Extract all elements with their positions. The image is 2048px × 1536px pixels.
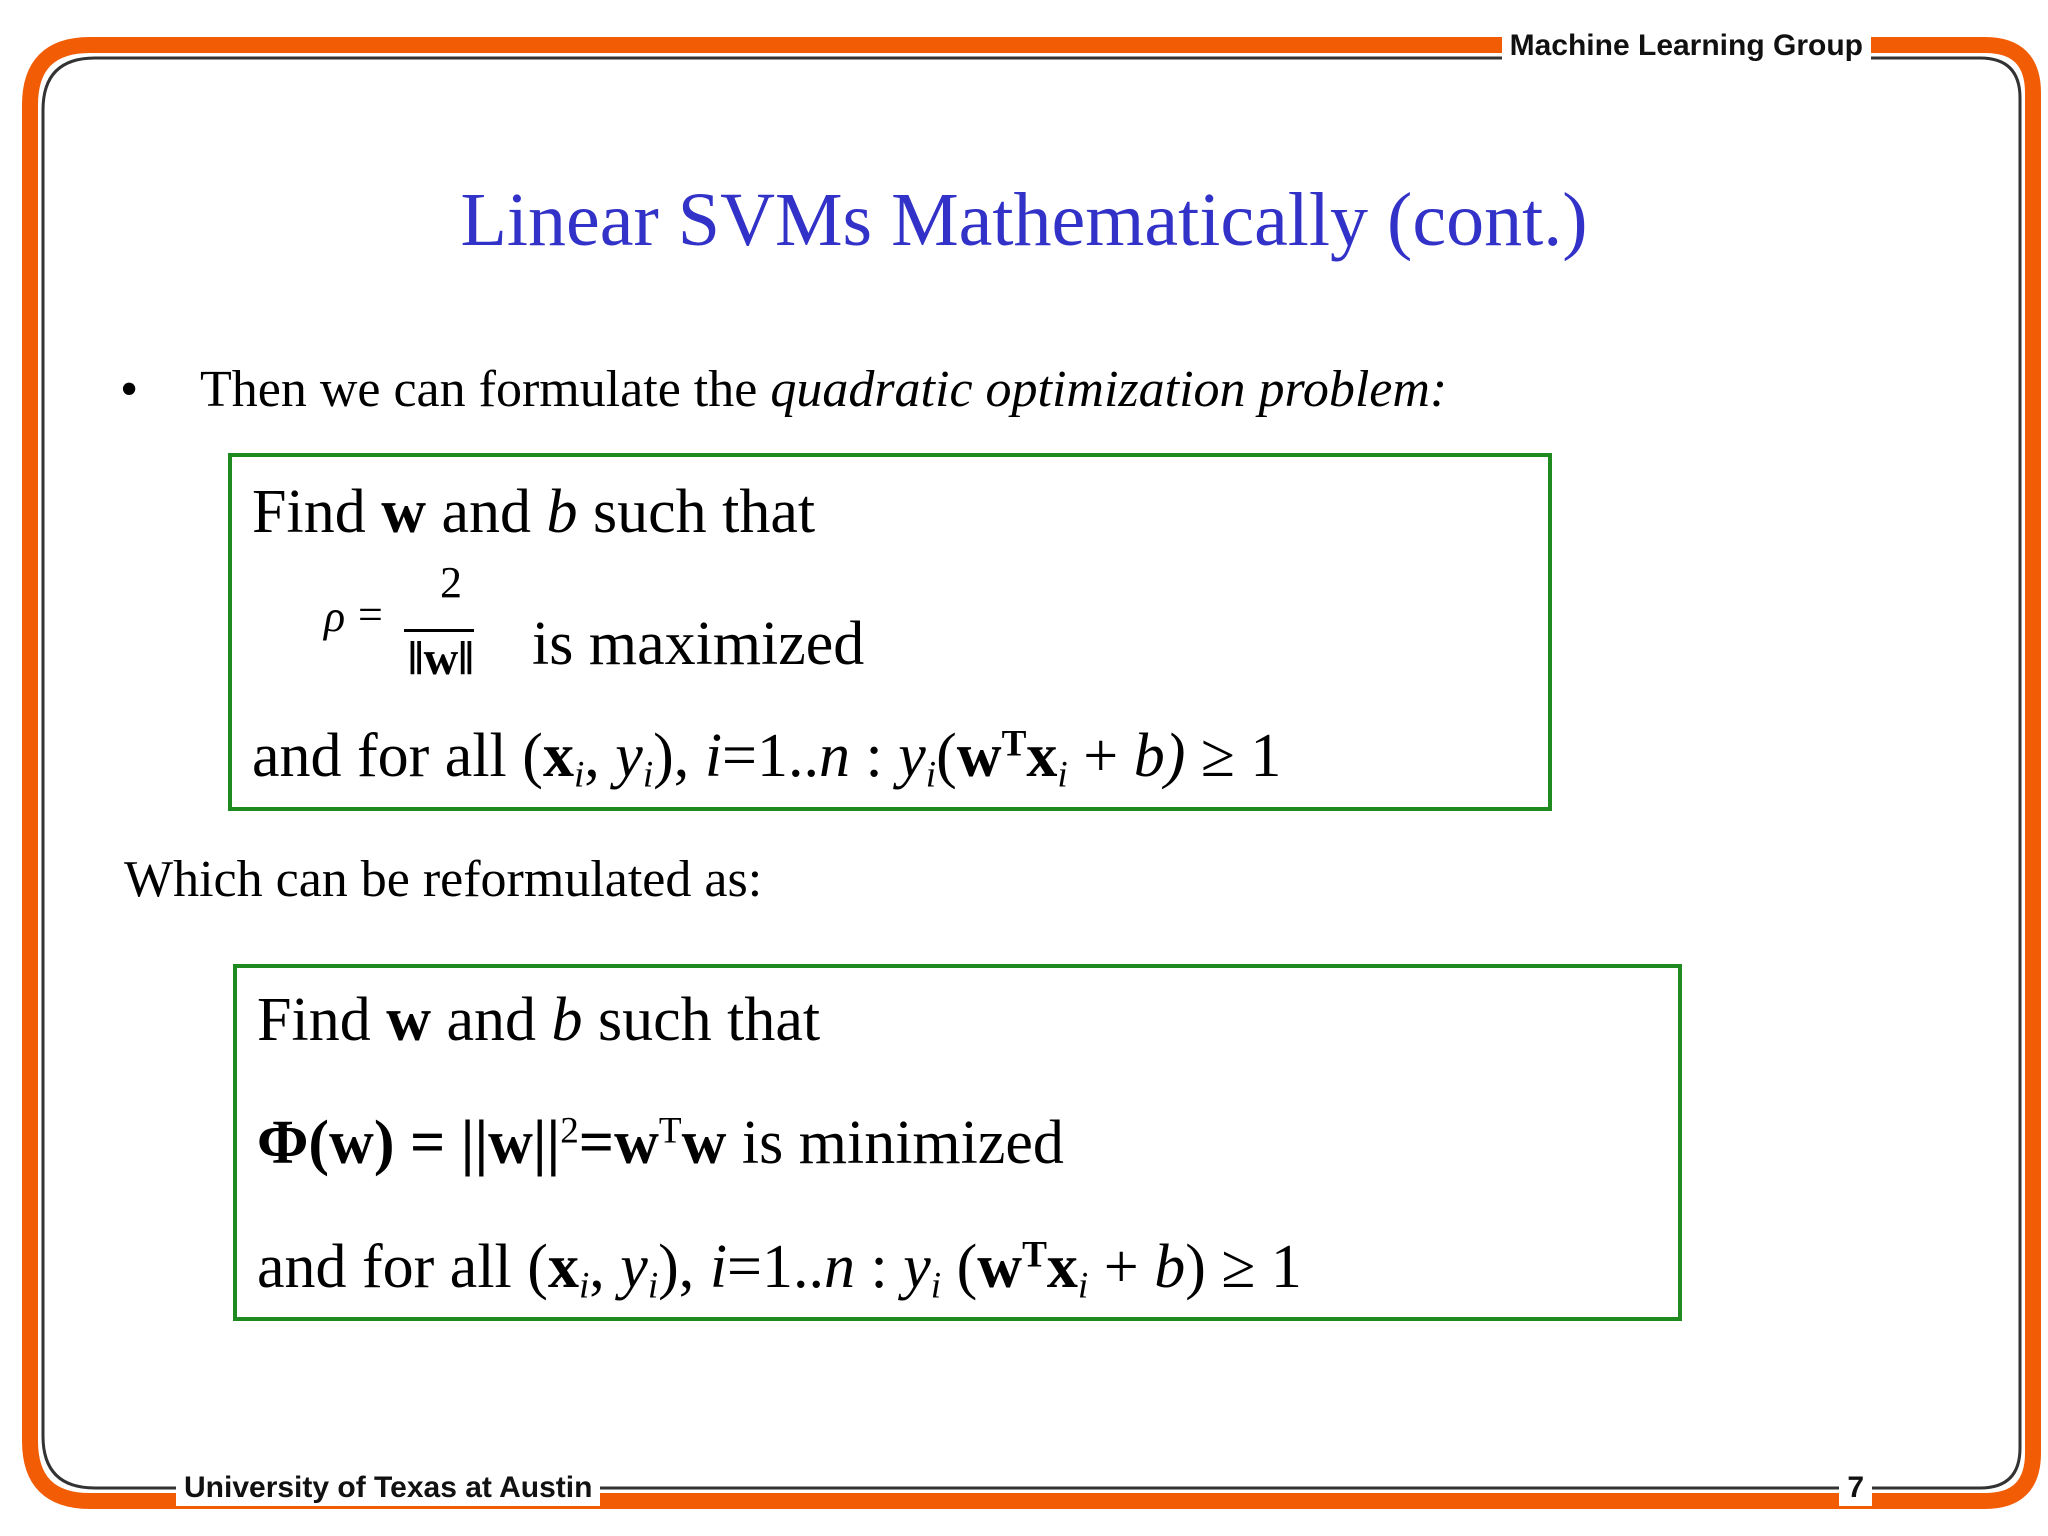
find-w-b-line: Find w and b such that bbox=[252, 478, 816, 546]
bullet-text: Then we can formulate the bbox=[200, 361, 771, 418]
find-w-b-line-2: Find w and b such that bbox=[257, 986, 821, 1054]
optimization-box-2 bbox=[233, 964, 1682, 1321]
bullet-item bbox=[120, 358, 1447, 422]
reformulated-text: Which can be reformulated as: bbox=[124, 851, 763, 908]
fraction-denominator: ‖w‖ bbox=[408, 632, 474, 685]
bullet-marker: • bbox=[120, 361, 139, 418]
page-number: 7 bbox=[1839, 1470, 1872, 1506]
is-maximized-text: is maximized bbox=[532, 610, 865, 678]
objective-line: $\Phi(w) = ||w||^2=w^Tw$ is minimized bbox=[257, 1109, 1064, 1177]
constraint-line-1: and for all ($x_i$, $y_i$), i=1..n : $y_i(w^Tx_i + b) \ge 1$ bbox=[252, 722, 1282, 796]
constraint-line-2: and for all ($x_i$, $y_i$), i=1..n : $y_i$ $(w^Tx_i + b) \ge 1$ bbox=[257, 1233, 1302, 1307]
optimization-box-1 bbox=[228, 453, 1552, 811]
bullet-text-italic: quadratic optimization problem: bbox=[770, 361, 1448, 418]
footer-university-label: University of Texas at Austin bbox=[176, 1470, 600, 1506]
margin-formula bbox=[324, 557, 1024, 697]
rho-symbol: ρ bbox=[324, 592, 346, 641]
slide-title: Linear SVMs Mathematically (cont.) bbox=[460, 178, 1588, 262]
equals-sign: = bbox=[358, 590, 383, 639]
fraction-numerator: 2 bbox=[440, 558, 462, 607]
header-group-label: Machine Learning Group bbox=[1502, 28, 1871, 64]
